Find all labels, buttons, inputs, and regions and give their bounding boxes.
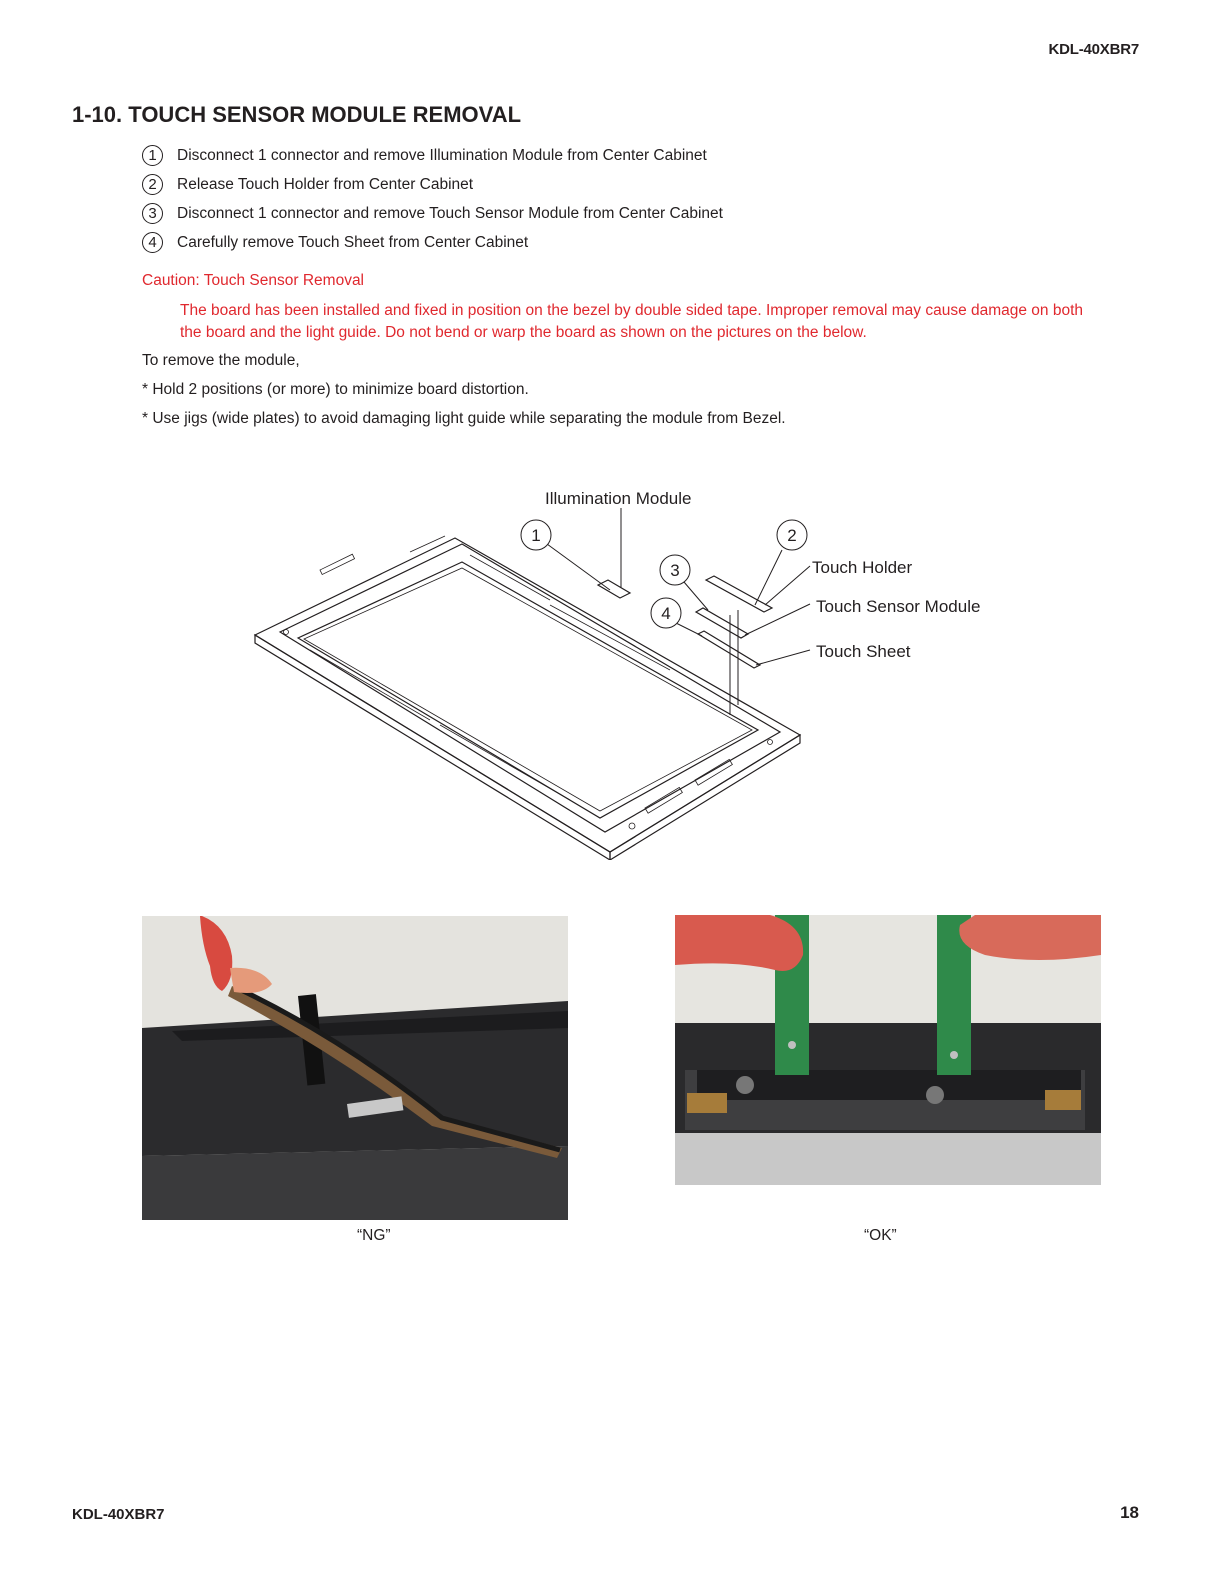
- step-2: [142, 174, 473, 195]
- step-number: 2: [142, 174, 163, 195]
- illumination-module-part: [598, 580, 630, 598]
- caution-line-1: The board has been installed and fixed in position on the bezel by double sided tape. Improper removal may cause damage on both: [180, 302, 1084, 319]
- label-touch-sheet: Touch Sheet: [816, 642, 911, 661]
- callout-1: 1: [531, 526, 541, 545]
- step-number: 4: [142, 232, 163, 253]
- caution-body: [180, 300, 1125, 344]
- callout-2: 2: [787, 526, 797, 545]
- callout-3: 3: [670, 561, 680, 580]
- exploded-diagram: [250, 480, 1020, 860]
- step-1: [142, 145, 707, 166]
- note-jigs: * Use jigs (wide plates) to avoid damaging light guide while separating the module from Bezel.: [142, 410, 786, 427]
- note-hold: * Hold 2 positions (or more) to minimize board distortion.: [142, 381, 529, 398]
- callout-4: 4: [661, 604, 671, 623]
- step-text: Release Touch Holder from Center Cabinet: [177, 175, 474, 193]
- step-number: 1: [142, 145, 163, 166]
- ng-caption: “NG”: [357, 1227, 391, 1244]
- step-text: Disconnect 1 connector and remove Illumination Module from Center Cabinet: [177, 146, 707, 164]
- step-3: [142, 203, 723, 224]
- note-intro: To remove the module,: [142, 352, 300, 369]
- caution-line-2: the board and the light guide. Do not bend or warp the board as shown on the pictures on the below.: [180, 324, 867, 341]
- footer-model: KDL-40XBR7: [72, 1506, 165, 1523]
- step-number: 3: [142, 203, 163, 224]
- label-illumination-module: Illumination Module: [545, 489, 692, 508]
- step-text: Carefully remove Touch Sheet from Center Cabinet: [177, 233, 529, 251]
- touch-holder-part: [706, 576, 772, 612]
- step-4: [142, 232, 528, 253]
- caution-title: Caution: Touch Sensor Removal: [142, 272, 365, 289]
- ng-photo: [142, 916, 568, 1220]
- section-title-text: TOUCH SENSOR MODULE REMOVAL: [128, 102, 522, 127]
- page-number: 18: [1120, 1503, 1139, 1522]
- section-number: 1-10.: [72, 102, 123, 127]
- touch-sheet-part: [698, 631, 760, 668]
- section-title: [72, 102, 521, 128]
- ok-photo: [675, 915, 1101, 1185]
- header-model: KDL-40XBR7: [1048, 41, 1139, 58]
- ok-caption: “OK”: [864, 1227, 897, 1244]
- label-touch-holder: Touch Holder: [812, 558, 913, 577]
- step-text: Disconnect 1 connector and remove Touch Sensor Module from Center Cabinet: [177, 204, 723, 222]
- label-touch-sensor-module: Touch Sensor Module: [816, 597, 981, 616]
